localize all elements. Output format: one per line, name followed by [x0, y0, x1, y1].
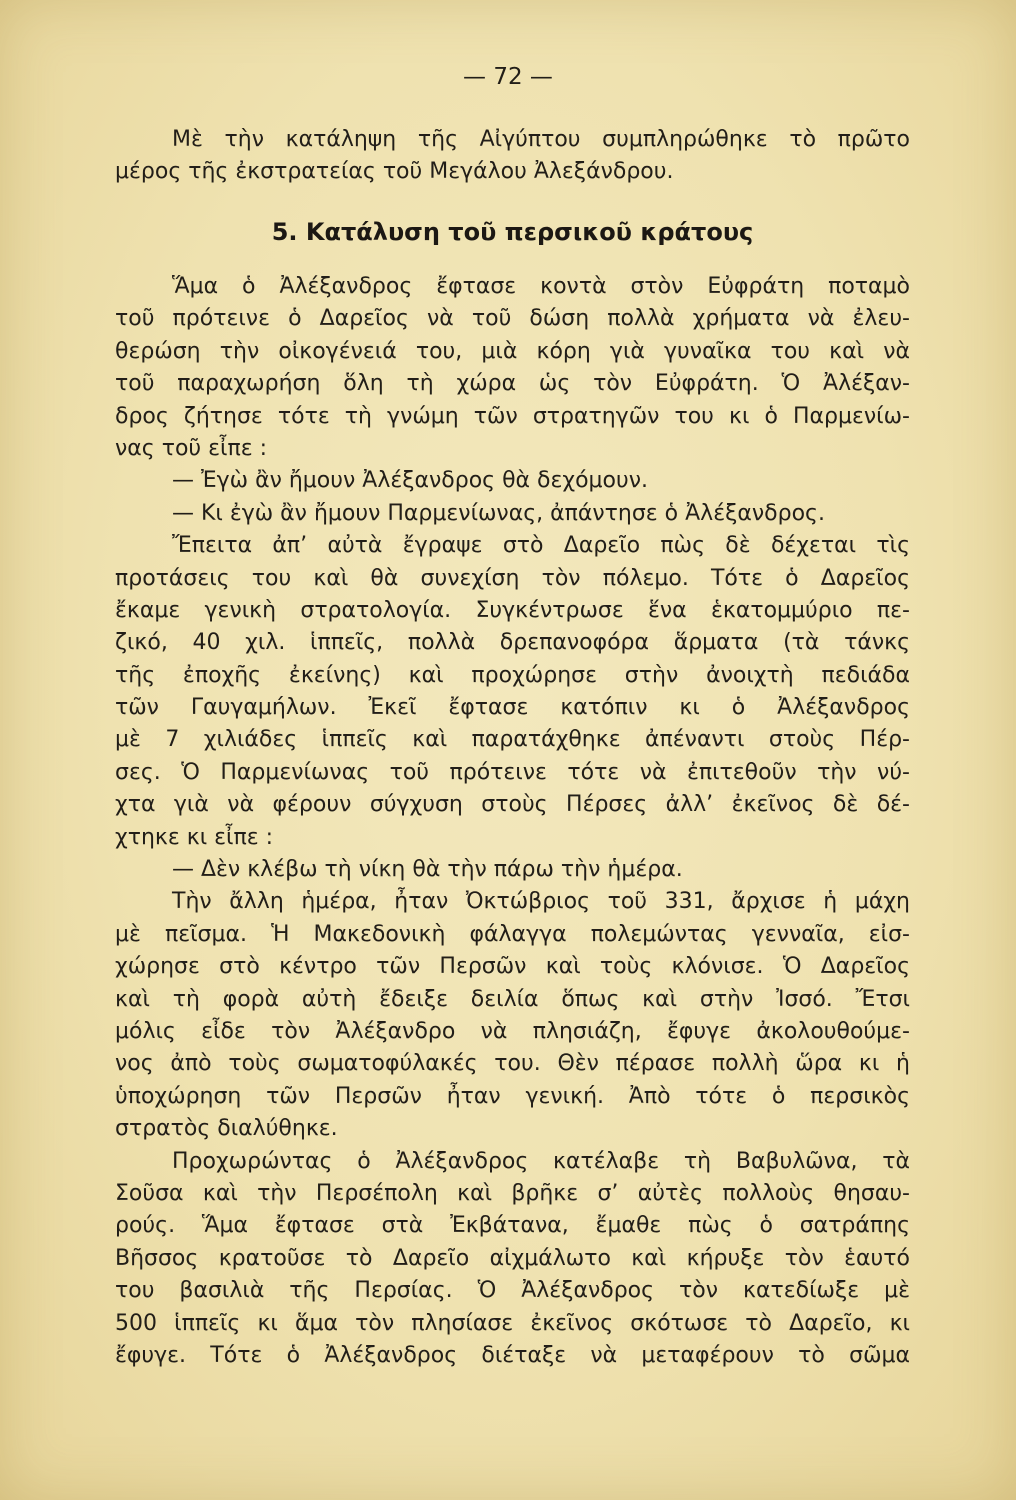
- paragraph: [115, 271, 910, 465]
- text-line: στρατὸς διαλύθηκε.: [115, 1116, 338, 1142]
- text-line: χτα γιὰ νὰ φέρουν σύγχυση στοὺς Πέρσες ἀλλ’ ἐκεῖνος δὲ δέ-: [115, 792, 910, 818]
- text-line: δρος ζήτησε τότε τὴ γνώμη τῶν στρατηγῶν του κι ὁ Παρμενίω-: [115, 403, 910, 429]
- text-line: μὲ 7 χιλιάδες ἱππεῖς καὶ παρατάχθηκε ἀπέναντι στοὺς Πέρ-: [115, 727, 910, 753]
- paragraph: [115, 854, 910, 886]
- text-line: Βῆσσος κρατοῦσε τὸ Δαρεῖο αἰχμάλωτο καὶ κήρυξε τὸν ἑαυτό: [115, 1245, 910, 1271]
- paragraph: [115, 886, 910, 1145]
- text-line: χώρησε στὸ κέντρο τῶν Περσῶν καὶ τοὺς κλόνισε. Ὁ Δαρεῖος: [115, 954, 910, 980]
- text-line: χτηκε κι εἶπε :: [115, 824, 274, 850]
- text-line: τοῦ παραχωρήση ὅλη τὴ χώρα ὡς τὸν Εὐφράτη. Ὁ Ἀλέξαν-: [115, 371, 910, 397]
- text-line: του βασιλιὰ τῆς Περσίας. Ὁ Ἀλέξανδρος τὸν κατεδίωξε μὲ: [115, 1278, 910, 1304]
- page-number: — 72 —: [463, 64, 553, 90]
- text-line: ρούς. Ἅμα ἔφτασε στὰ Ἐκβάτανα, ἔμαθε πὼς ὁ σατράπης: [115, 1213, 910, 1239]
- text-line: νος ἀπὸ τοὺς σωματοφύλακές του. Θὲν πέρασε πολλὴ ὥρα κι ἡ: [115, 1051, 910, 1077]
- text-line: 500 ἱππεῖς κι ἅμα τὸν πλησίασε ἐκεῖνος σκότωσε τὸ Δαρεῖο, κι: [115, 1310, 910, 1336]
- section-heading: 5. Κατάλυση τοῦ περσικοῦ κράτους: [271, 218, 754, 246]
- intro-paragraph: [115, 124, 910, 189]
- text-line: προτάσεις του καὶ θὰ συνεχίση τὸν πόλεμο. Τότε ὁ Δαρεῖος: [115, 565, 910, 591]
- section-body: [115, 271, 910, 1372]
- text-line: τῶν Γαυγαμήλων. Ἐκεῖ ἔφτασε κατόπιν κι ὁ Ἀλέξανδρος: [115, 695, 910, 721]
- text-line: ἔφυγε. Τότε ὁ Ἀλέξανδρος διέταξε νὰ μεταφέρουν τὸ σῶμα: [115, 1342, 910, 1368]
- intro-block: [115, 124, 910, 189]
- text-line: — Ἐγὼ ἂν ἤμουν Ἀλέξανδρος θὰ δεχόμουν.: [172, 468, 649, 494]
- paragraph: [115, 530, 910, 854]
- text-line: θερώση τὴν οἰκογένειά του, μιὰ κόρη γιὰ γυναῖκα του καὶ νὰ: [115, 338, 910, 364]
- text-line: τῆς ἐποχῆς ἐκείνης) καὶ προχώρησε στὴν ἀνοιχτὴ πεδιάδα: [115, 662, 910, 688]
- text-line: νας τοῦ εἶπε :: [115, 435, 268, 461]
- text-line: — Δὲν κλέβω τὴ νίκη θὰ τὴν πάρω τὴν ἡμέρα.: [172, 857, 683, 883]
- text-line: μὲ πεῖσμα. Ἡ Μακεδονικὴ φάλαγγα πολεμώντας γενναῖα, εἰσ-: [115, 921, 910, 947]
- paragraph: [115, 1146, 910, 1373]
- text-line: σες. Ὁ Παρμενίωνας τοῦ πρότεινε τότε νὰ ἐπιτεθοῦν τὴν νύ-: [115, 759, 910, 785]
- text-line: Σοῦσα καὶ τὴν Περσέπολη καὶ βρῆκε σ’ αὐτὲς πολλοὺς θησαυ-: [115, 1180, 910, 1206]
- text-line: Ἅμα ὁ Ἀλέξανδρος ἔφτασε κοντὰ στὸν Εὐφράτη ποταμὸ: [172, 274, 910, 299]
- text-line: ὑποχώρηση τῶν Περσῶν ἦταν γενική. Ἀπὸ τότε ὁ περσικὸς: [115, 1083, 910, 1109]
- paragraph: [115, 465, 910, 497]
- paragraph: [115, 498, 910, 530]
- text-line: Τὴν ἄλλη ἡμέρα, ἦταν Ὀκτώβριος τοῦ 331, ἄρχισε ἡ μάχη: [172, 889, 910, 915]
- text-line: ἔκαμε γενικὴ στρατολογία. Συγκέντρωσε ἕνα ἑκατομμύριο πε-: [115, 597, 910, 623]
- text-line: Προχωρώντας ὁ Ἀλέξανδρος κατέλαβε τὴ Βαβυλῶνα, τὰ: [172, 1148, 910, 1174]
- text-line: μόλις εἶδε τὸν Ἀλέξανδρο νὰ πλησιάζη, ἔφυγε ἀκολουθούμε-: [115, 1018, 910, 1044]
- text-line: Ἔπειτα ἀπ’ αὐτὰ ἔγραψε στὸ Δαρεῖο πὼς δὲ δέχεται τὶς: [172, 533, 910, 559]
- text-line: μέρος τῆς ἐκστρατείας τοῦ Μεγάλου Ἀλεξάνδρου.: [115, 159, 674, 185]
- text-line: ζικό, 40 χιλ. ἱππεῖς, πολλὰ δρεπανοφόρα ἅρματα (τὰ τάνκς: [115, 630, 910, 656]
- text-line: καὶ τὴ φορὰ αὐτὴ ἔδειξε δειλία ὅπως καὶ στὴν Ἰσσό. Ἔτσι: [115, 986, 910, 1012]
- text-line: τοῦ πρότεινε ὁ Δαρεῖος νὰ τοῦ δώση πολλὰ χρήματα νὰ ἐλευ-: [115, 306, 910, 332]
- text-line: — Κι ἐγὼ ἂν ἤμουν Παρμενίωνας, ἀπάντησε ὁ Ἀλέξανδρος.: [172, 500, 825, 526]
- text-line: Μὲ τὴν κατάληψη τῆς Αἰγύπτου συμπληρώθηκε τὸ πρῶτο: [172, 127, 910, 152]
